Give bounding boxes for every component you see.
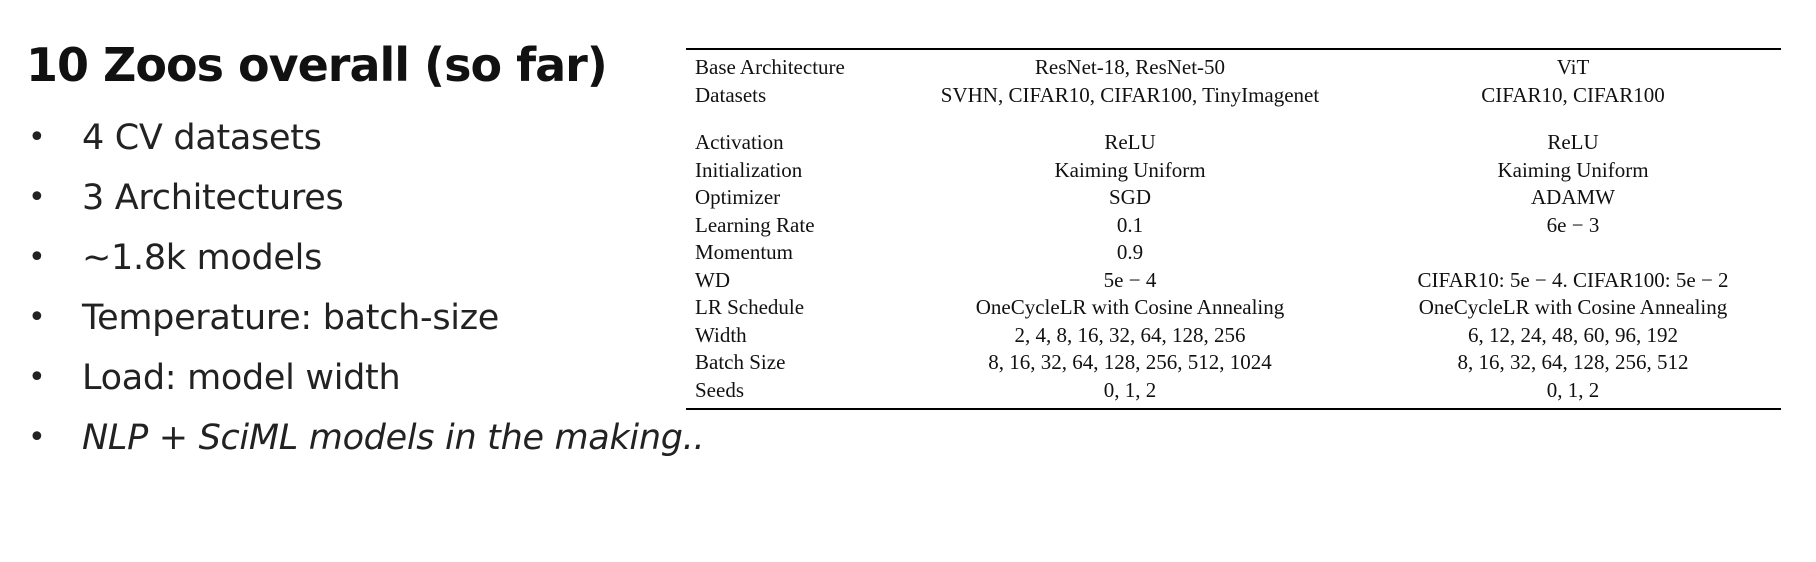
vit-cell: ADAMW (1531, 185, 1615, 209)
table-row (686, 157, 1781, 185)
resnet-cell: SVHN, CIFAR10, CIFAR100, TinyImagenet (940, 82, 1320, 107)
slide-title: 10 Zoos overall (so far) (26, 38, 607, 92)
bullet-item (26, 348, 686, 408)
vit-cell: ViT (1556, 55, 1590, 79)
bullet-text: NLP + SciML models in the making.. (82, 418, 705, 458)
resnet-cell: 2, 4, 8, 16, 32, 64, 128, 256 (1014, 322, 1246, 347)
bullet-item (26, 168, 686, 228)
resnet-cell: OneCycleLR with Cosine Annealing (975, 295, 1285, 319)
table-row (686, 377, 1781, 409)
table-spacer (686, 109, 1781, 129)
resnet-cell: 5e − 4 (1103, 267, 1157, 292)
resnet-cell: ResNet-18, ResNet-50 (1034, 55, 1226, 79)
bullet-text: ~1.8k models (82, 238, 322, 278)
row-label: LR Schedule (695, 295, 805, 319)
bullet-text: 3 Architectures (82, 178, 344, 218)
bullet-list (26, 108, 705, 468)
vit-cell: 6, 12, 24, 48, 60, 96, 192 (1468, 322, 1678, 347)
table-row (686, 294, 1781, 322)
row-label: Width (695, 322, 747, 347)
table-row (686, 50, 1781, 82)
bullet-icon: • (28, 360, 46, 395)
resnet-cell: Kaiming Uniform (1054, 157, 1206, 182)
resnet-cell: ReLU (1104, 130, 1156, 154)
table-body (686, 50, 1781, 408)
vit-cell: OneCycleLR with Cosine Annealing (1418, 295, 1728, 319)
resnet-cell: 8, 16, 32, 64, 128, 256, 512, 1024 (988, 350, 1272, 374)
hyperparameter-table (686, 48, 1781, 410)
bullet-icon: • (28, 300, 46, 335)
resnet-cell: 0.1 (1116, 212, 1144, 237)
row-label: Seeds (695, 377, 744, 402)
vit-cell: Kaiming Uniform (1497, 157, 1649, 182)
table-row (686, 239, 1781, 267)
row-label: Optimizer (695, 185, 781, 209)
bullet-item (26, 228, 686, 288)
table-row (686, 349, 1781, 377)
bullet-icon: • (28, 120, 46, 155)
vit-cell: CIFAR10, CIFAR100 (1481, 82, 1665, 107)
table-bottom-rule (686, 408, 1781, 410)
bullet-text: Temperature: batch-size (82, 298, 500, 338)
vit-cell: ReLU (1547, 130, 1599, 154)
bullet-icon: • (28, 180, 46, 215)
table-row (686, 267, 1781, 295)
row-label: Initialization (695, 157, 803, 182)
row-label: Base Architecture (695, 55, 845, 79)
bullet-icon: • (28, 240, 46, 275)
row-label: Datasets (695, 82, 767, 107)
bullet-item (26, 288, 686, 348)
vit-cell (1365, 239, 1781, 267)
row-label: Batch Size (695, 350, 786, 374)
table-row (686, 322, 1781, 350)
row-label: WD (695, 267, 730, 292)
row-label: Learning Rate (695, 212, 815, 237)
table-row (686, 129, 1781, 157)
vit-cell: CIFAR10: 5e − 4. CIFAR100: 5e − 2 (1417, 267, 1729, 292)
bullet-item (26, 408, 705, 468)
row-label: Activation (695, 130, 784, 154)
vit-cell: 6e − 3 (1546, 212, 1600, 237)
vit-cell: 8, 16, 32, 64, 128, 256, 512 (1457, 350, 1689, 374)
table-row (686, 212, 1781, 240)
resnet-cell: 0.9 (1116, 240, 1144, 264)
table-row (686, 82, 1781, 110)
slide-left-panel (26, 36, 705, 468)
bullet-icon: • (28, 420, 46, 455)
resnet-cell: SGD (1108, 185, 1151, 209)
vit-cell: 0, 1, 2 (1546, 377, 1600, 402)
bullet-item (26, 108, 686, 168)
bullet-text: Load: model width (82, 358, 401, 398)
table-row (686, 184, 1781, 212)
row-label: Momentum (695, 240, 793, 264)
bullet-text: 4 CV datasets (82, 118, 322, 158)
resnet-cell: 0, 1, 2 (1103, 377, 1157, 402)
